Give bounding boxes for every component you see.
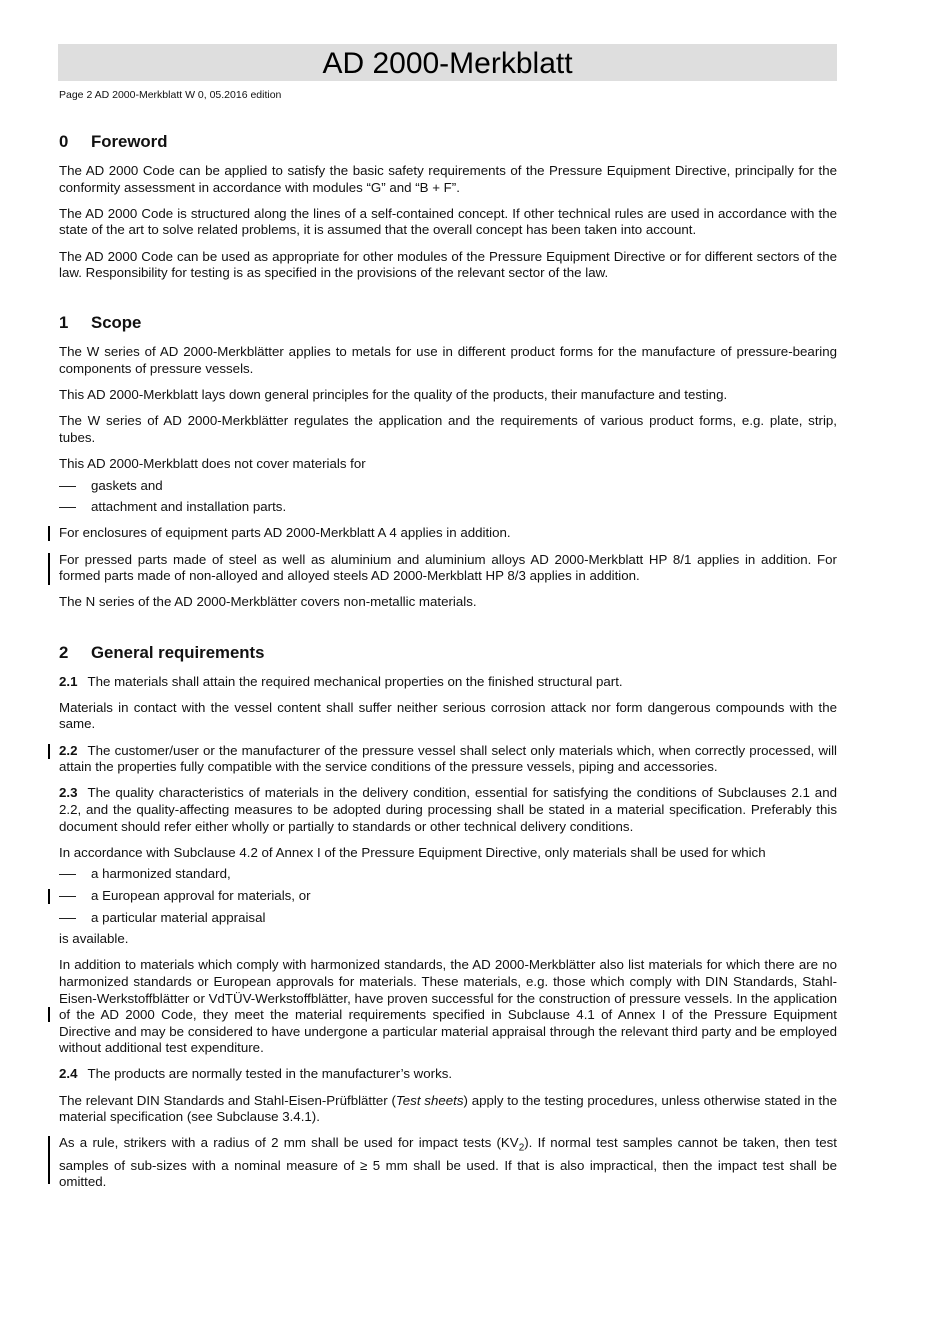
paragraph: The relevant DIN Standards and Stahl-Eisen-Prüfblätter (Test sheets) apply to the testing procedures, unless otherwise stated in the material specification (see Subclause 3.4.1). <box>59 1092 837 1125</box>
paragraph: This AD 2000-Merkblatt lays down general principles for the quality of the products, their manufacture and testing. <box>59 387 728 403</box>
document-body <box>59 132 837 1200</box>
dash-bullet <box>59 507 76 508</box>
change-bar <box>48 553 50 585</box>
change-bar <box>48 1136 50 1184</box>
section-number: 2 <box>59 642 69 662</box>
section-1-heading <box>59 313 837 333</box>
paragraph: Materials in contact with the vessel content shall suffer neither serious corrosion attack nor form dangerous compounds with the same. <box>59 699 837 732</box>
paragraph: The AD 2000 Code can be used as appropriate for other modules of the Pressure Equipment Directive or for different sectors of the law. Responsibility for testing is as specified in the provisions of the relevant sector of the law. <box>59 248 837 281</box>
dash-bullet <box>59 874 76 875</box>
paragraph: The W series of AD 2000-Merkblätter regulates the application and the requirements of various product forms, e.g. plate, strip, tubes. <box>59 413 837 445</box>
document-title: AD 2000-Merkblatt <box>58 44 837 81</box>
change-bar <box>48 526 50 541</box>
subclause-2-2: 2.2 The customer/user or the manufacturer of the pressure vessel shall select only materials which, when correctly processed, will attain the properties fully compatible with the service conditions of the pressure vessels, piping and accessories. <box>59 743 837 776</box>
paragraph: The W series of AD 2000-Merkblätter applies to metals for use in different product forms for the manufacture of pressure-bearing components of pressure vessels. <box>59 344 837 376</box>
paragraph: The AD 2000 Code can be applied to satisfy the basic safety requirements of the Pressure Equipment Directive, principally for the conformity assessment in accordance with modules “G” and “B + F”. <box>59 163 837 195</box>
page-reference: Page 2 AD 2000-Merkblatt W 0, 05.2016 edition <box>59 89 282 101</box>
subclause-2-3: 2.3 The quality characteristics of materials in the delivery condition, essential for satisfying the conditions of Subclauses 2.1 and 2.2, and the quality-affecting measures to be adopted during processing shall be stated in a material specification. Preferably this document should refer either wholly or partially to standards or other technical delivery conditions. <box>59 785 837 834</box>
section-0-heading <box>59 132 837 152</box>
paragraph: In addition to materials which comply with harmonized standards, the AD 2000-Merkblätter also list materials for which there are no harmonized standards or European approvals for materials. These materials, e.g. those which comply with DIN Standards, Stahl-Eisen-Werkstoffblätter or VdTÜV-Werkstoffblätter, have proven successful for the construction of pressure vessels. In the application of the AD 2000 Code, they meet the material requirements specified in Subclause 4.1 of Annex I of the Pressure Equipment Directive and may be considered to have undergone a particular material appraisal through the relevant third party and be employed without additional test expenditure. <box>59 957 837 1057</box>
paragraph: For pressed parts made of steel as well as aluminium and aluminium alloys AD 2000-Merkblatt HP 8/1 applies in addition. For formed parts made of non-alloyed and alloyed steels AD 2000-Merkblatt HP 8/3 applies in addition. <box>59 552 837 585</box>
subclause-2-1: 2.1 The materials shall attain the required mechanical properties on the finished structural part. <box>59 673 623 689</box>
section-title: General requirements <box>91 642 265 662</box>
paragraph: The N series of the AD 2000-Merkblätter covers non-metallic materials. <box>59 594 477 610</box>
list-item: a particular material appraisal <box>59 910 837 927</box>
paragraph: is available. <box>59 931 129 947</box>
section-2-heading <box>59 643 837 663</box>
paragraph: In accordance with Subclause 4.2 of Annex I of the Pressure Equipment Directive, only materials shall be used for which <box>59 844 766 860</box>
section-title: Scope <box>91 313 142 333</box>
paragraph: For enclosures of equipment parts AD 2000-Merkblatt A 4 applies in addition. <box>59 525 837 542</box>
paragraph: This AD 2000-Merkblatt does not cover materials for <box>59 456 366 472</box>
dash-bullet <box>59 896 76 897</box>
change-bar <box>48 1007 50 1022</box>
paragraph: As a rule, strikers with a radius of 2 mm shall be used for impact tests $(KV_2)$. If normal test samples cannot be taken, then test samples of sub-sizes with a nominal measure of ≥ 5 mm shall be used. If that is also impractical, then the impact test shall be omitted. <box>59 1135 837 1190</box>
dash-bullet <box>59 486 76 487</box>
change-bar <box>48 744 50 759</box>
dash-bullet <box>59 918 76 919</box>
paragraph: The AD 2000 Code is structured along the lines of a self-contained concept. If other technical rules are used in accordance with the state of the art to solve related problems, it is assumed that the overall concept has been taken into account. <box>59 205 837 238</box>
section-number: 1 <box>59 313 69 333</box>
subclause-2-4: 2.4 The products are normally tested in the manufacturer’s works. <box>59 1066 453 1082</box>
list-item: a harmonized standard, <box>59 866 837 883</box>
list-item: a European approval for materials, or <box>59 888 837 905</box>
list-item: attachment and installation parts. <box>59 499 837 516</box>
section-number: 0 <box>59 132 69 151</box>
change-bar <box>48 889 50 904</box>
section-title: Foreword <box>91 132 168 151</box>
list-item: gaskets and <box>59 478 837 495</box>
